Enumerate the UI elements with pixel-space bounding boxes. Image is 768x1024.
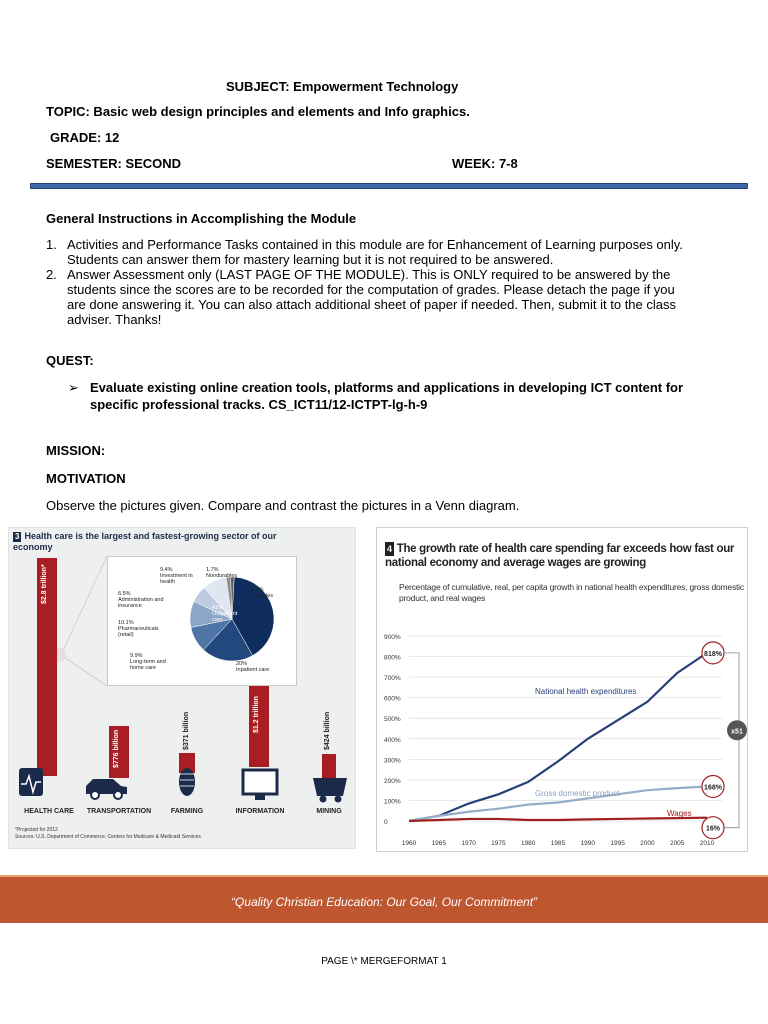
- header-divider: [30, 183, 748, 189]
- instruction-number: 2.: [46, 267, 57, 282]
- x-tick-label: 2010: [699, 840, 715, 847]
- category-label: TRANSPORTATION: [86, 808, 152, 815]
- car-icon: [86, 779, 127, 799]
- pie-label: 9.9% Long-term and home care: [130, 653, 166, 671]
- category-label: FARMING: [170, 808, 204, 815]
- quest-item: [68, 379, 708, 413]
- end-value-label: 16%: [705, 825, 721, 833]
- x-tick-label: 1975: [491, 840, 506, 847]
- figure3-sources: Sources: U.S. Department of Commerce, Centers for Medicare & Medicaid Services: [15, 834, 201, 840]
- topic-line: TOPIC: Basic web design principles and elements and Info graphics.: [46, 104, 470, 119]
- instruction-text: Answer Assessment only (LAST PAGE OF THE MODULE). This is ONLY required to be answered by the students since the scores are to be recorded for the computation of grades. Please detach the page if you are done answering it. You can also attach additional sheet of paper if needed. Then, submit it to the class adviser. Thanks!: [67, 267, 676, 327]
- health-care-icon: [19, 768, 43, 796]
- x-tick-label: 1985: [550, 840, 566, 847]
- pie-label: 1.7% Nondurables: [206, 567, 238, 579]
- figure3-number: 3: [15, 532, 20, 541]
- series-name-label: National health expenditures: [535, 687, 637, 696]
- semester-line: SEMESTER: SECOND: [46, 156, 182, 171]
- figure4-number: 4: [387, 544, 392, 554]
- x-tick-label: 1995: [610, 840, 625, 847]
- y-tick-label: 600%: [384, 695, 401, 703]
- y-tick-label: 500%: [384, 716, 401, 724]
- bracket-line: [724, 653, 739, 828]
- line-chart: [377, 528, 749, 853]
- category-icons: [9, 764, 357, 806]
- quest-title: QUEST:: [46, 353, 94, 368]
- monitor-icon: [243, 770, 277, 800]
- series-name-label: Wages: [667, 809, 692, 818]
- y-tick-label: 0: [384, 819, 388, 826]
- category-label: INFORMATION: [235, 808, 285, 815]
- pie-label: 1.3% Durables: [251, 587, 274, 599]
- bar-value-label: $371 billion: [183, 711, 190, 750]
- x-tick-label: 1990: [580, 840, 596, 847]
- instructions-list: [46, 237, 686, 327]
- bar-value-label: $2.8 trillion*: [41, 564, 48, 604]
- y-tick-label: 700%: [384, 675, 401, 683]
- y-tick-label: 900%: [384, 634, 401, 641]
- instructions-title: General Instructions in Accomplishing the Module: [46, 211, 357, 226]
- corn-icon: [179, 768, 195, 796]
- pie-label: 41% Outpatient care: [212, 605, 238, 623]
- end-value-label: 818%: [704, 650, 722, 658]
- bar-value-label: $776 billion: [113, 729, 120, 768]
- x-tick-label: 2000: [640, 840, 655, 847]
- pie-label: 10.1% Pharmaceuticals (retail): [118, 620, 159, 638]
- health-sector-infographic: [8, 527, 356, 849]
- y-tick-label: 100%: [384, 798, 401, 806]
- figure3-footnote: *Projected for 2012: [15, 827, 58, 833]
- x-tick-label: 1965: [431, 840, 447, 847]
- figure3-title-text: Health care is the largest and fastest-growing sector of our economy: [13, 531, 277, 552]
- grade-line: GRADE: 12: [50, 130, 120, 145]
- y-tick-label: 200%: [384, 777, 401, 785]
- motivation-title: MOTIVATION: [46, 471, 126, 486]
- series-line: [409, 818, 707, 821]
- y-tick-label: 400%: [384, 736, 401, 744]
- category-label: HEALTH CARE: [24, 808, 74, 815]
- figure4-subtitle: Percentage of cumulative, real, per capita growth in national health expenditures, gross domestic product, and real wages: [399, 582, 744, 603]
- mission-title: MISSION:: [46, 443, 106, 458]
- pie-label: 9.4% Investment in health: [160, 567, 193, 585]
- arrow-bullet-icon: ➢: [68, 380, 79, 395]
- footer-motto: “Quality Christian Education: Our Goal, Our Commitment”: [230, 895, 538, 909]
- x-tick-label: 1960: [401, 840, 417, 847]
- growth-rate-line-chart-figure: [376, 527, 748, 852]
- instruction-text: Activities and Performance Tasks contained in this module are for Enhancement of Learning purposes only. Students can answer them for mastery learning but it is not required to be answered.: [67, 237, 683, 267]
- page-number: PAGE \* MERGEFORMAT 1: [321, 956, 447, 967]
- series-name-label: Gross domestic product: [535, 789, 620, 798]
- category-label: MINING: [316, 808, 342, 815]
- instruction-number: 1.: [46, 237, 57, 252]
- health-spending-pie-inset: [107, 556, 297, 686]
- quest-text: Evaluate existing online creation tools, platforms and applications in developing ICT content for specific professional tracks. CS_ICT11/12-ICTPT-lg-h-9: [90, 380, 684, 412]
- instruction-item: [46, 267, 686, 327]
- subject-line: SUBJECT: Empowerment Technology: [226, 79, 459, 94]
- x-tick-label: 2005: [669, 840, 685, 847]
- ratio-label: x51: [731, 728, 743, 736]
- bar-value-label: $424 billion: [324, 711, 331, 750]
- bar-value-label: $1.2 trillion: [253, 696, 260, 733]
- y-tick-label: 800%: [384, 654, 401, 662]
- x-tick-label: 1980: [520, 840, 536, 847]
- end-value-label: 168%: [704, 784, 722, 792]
- pie-label: 6.5% Administration and insurance: [118, 591, 164, 609]
- mine-cart-icon: [313, 778, 347, 803]
- x-tick-label: 1970: [461, 840, 476, 847]
- y-tick-label: 300%: [384, 757, 401, 765]
- motivation-text: Observe the pictures given. Compare and contrast the pictures in a Venn diagram.: [46, 498, 520, 513]
- figure4-title-text: The growth rate of health care spending far exceeds how fast our national economy and average wages are growing: [385, 543, 735, 569]
- instruction-item: [46, 237, 686, 267]
- pie-label: 20% Inpatient care: [236, 661, 270, 673]
- week-line: WEEK: 7-8: [452, 156, 518, 171]
